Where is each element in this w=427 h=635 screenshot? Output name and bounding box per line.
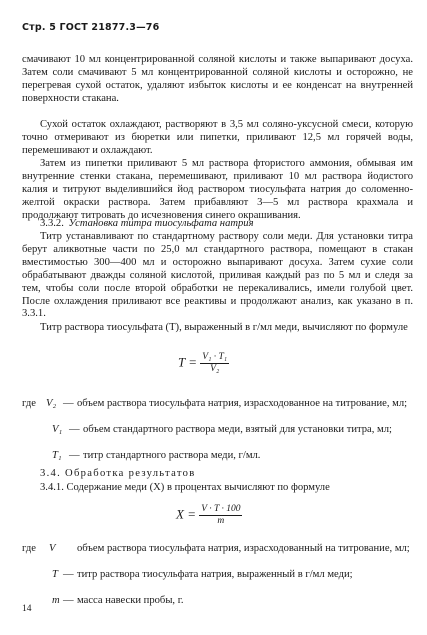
definition-symbol: V₂	[46, 398, 57, 409]
page-number: 14	[22, 604, 32, 614]
definition-text: титр стандартного раствора меди, г/мл.	[83, 450, 261, 461]
definition-symbol: V	[49, 543, 56, 554]
definition-item	[22, 569, 417, 595]
definition-dash: —	[69, 450, 80, 461]
formula-equals: =	[187, 506, 196, 522]
formula-titre	[178, 352, 229, 375]
definition-text: титр раствора тиосульфата натрия, выраженный в г/мл меди;	[77, 569, 353, 580]
definition-symbol: T	[52, 569, 58, 580]
formula-copper	[176, 504, 242, 527]
definition-item	[22, 450, 417, 463]
formula-numerator: V₁ · T₁	[202, 352, 228, 362]
definition-item	[22, 595, 417, 608]
formula-denominator: V₂	[210, 364, 220, 374]
section-number: 3.3.2.	[40, 218, 64, 229]
definition-text: масса навески пробы, г.	[77, 595, 184, 606]
paragraph: смачивают 10 мл концентрированной соляной кислоты и также выпаривают досуха. Затем соли смачивают 5 мл концентрированной соляной кислоты и осторожно, не перегревая сухой остаток, удаляют избыток кислоты и ее конденсат на внутренней поверхности стакана.	[22, 54, 413, 104]
formula-fraction	[200, 352, 229, 375]
definition-dash: —	[63, 398, 74, 409]
formula-lhs: T	[178, 354, 185, 370]
formula-numerator: V · T · 100	[201, 504, 241, 514]
paragraph: Сухой остаток охлаждают, растворяют в 3,5 мл соляно-уксусной смеси, которую точно отмеривают из бюретки или пипетки, приливают 12,5 мл горячей воды, перемешивают и охлаждают.	[22, 119, 413, 156]
section-heading-34: 3.4. Обработка результатов	[40, 468, 196, 479]
paragraph: 3.4.1. Содержание меди (X) в процентах вычисляют по формуле	[40, 482, 330, 493]
definition-symbol: T₁	[52, 450, 62, 461]
formula-equals: =	[188, 354, 198, 370]
paragraph: Затем из пипетки приливают 5 мл раствора фтористого аммония, обмывая им внутренние стенки стакана, перемешивают, приливают 10 мл раствора йодистого калия и титруют выделившийся йод раствором тиосульфата натрия до соломенно-желтой окраски раствора. Затем прибавляют 3—5 мл раствора крахмала и продолжают титровать до исчезновения синего окрашивания.	[22, 158, 413, 221]
definition-text: объем раствора тиосульфата натрия, израсходованный на титрование, мл;	[77, 543, 410, 554]
section-heading-332	[40, 218, 254, 231]
paragraph: Титр устанавливают по стандартному раствору соли меди. Для установки титра берут аликвотные части по 25,0 мл стандартного раствора, помещают в стакан вместимостью 300—400 мл и осторожно выпаривают досуха. Затем сухие соли обрабатывают дважды соляной кислотой, приливая каждый раз по 5 мл и следя за тем, чтобы соли после второй обработки не перекаливались, имели голубой цвет. После охлаждения приливают все реактивы и продолжают анализ, как указано в п. 3.3.1.	[22, 231, 413, 320]
definition-item	[22, 424, 417, 450]
definitions-lead: где	[22, 398, 36, 409]
formula-lhs: X	[176, 506, 184, 522]
formula-fraction	[199, 504, 242, 527]
page-header: Стр. 5 ГОСТ 21877.3—76	[22, 22, 160, 33]
definition-dash: —	[69, 424, 80, 435]
definitions-lead: где	[22, 543, 36, 554]
definition-dash: —	[63, 595, 74, 606]
definition-text: объем стандартного раствора меди, взятый для установки титра, мл;	[83, 424, 392, 435]
definition-symbol: V₁	[52, 424, 63, 435]
definitions-list	[22, 398, 417, 463]
definition-item	[22, 398, 417, 424]
definitions-list	[22, 543, 417, 608]
definition-text: объем раствора тиосульфата натрия, израсходованное на титрование, мл;	[77, 398, 408, 409]
definition-dash: —	[63, 569, 74, 580]
definition-item	[22, 543, 417, 569]
formula-denominator: m	[217, 516, 225, 526]
section-title: Установка титра тиосульфата натрия	[68, 218, 254, 229]
paragraph: Титр раствора тиосульфата (T), выраженный в г/мл меди, вычисляют по формуле	[40, 322, 408, 333]
definition-symbol: m	[52, 595, 60, 606]
